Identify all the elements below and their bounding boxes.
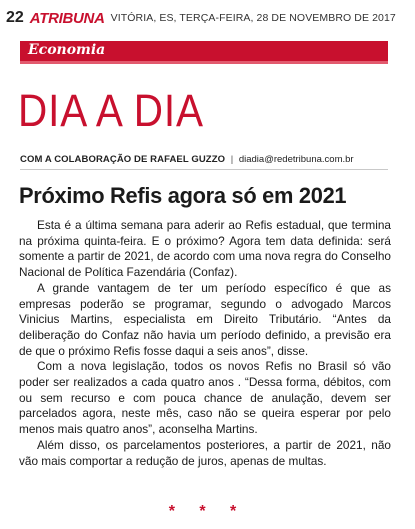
column-credit xyxy=(20,154,354,165)
credit-byline: COM A COLABORAÇÃO DE RAFAEL GUZZO xyxy=(20,154,226,165)
paragraph: Com a nova legislação, todos os novos Refis no Brasil só vão poder ser realizados a cada quatro anos . “Dessa forma, débitos, com ou sem recurso e com pouca chance de anulação, devem ser parcelados agora, neste mês, caso não se queira esperar por pelo menos mais quatro anos”, aconselha Martins. xyxy=(19,359,391,437)
credit-separator: | xyxy=(230,154,234,165)
paragraph: A grande vantagem de ter um período específico é que as empresas poderão se programar, segundo o advogado Marcos Vinicius Martins, especialista em Direito Tributário. “Antes da deliberação do Confaz não havia um período definido, a previsão era de que o próximo Refis fosse daqui a seis anos”, disse. xyxy=(19,280,391,358)
column-title: DIA A DIA xyxy=(18,85,204,136)
contact-email: diadia@redetribuna.com.br xyxy=(238,154,354,165)
section-label: Economia xyxy=(28,42,106,58)
paragraph: Esta é a última semana para aderir ao Refis estadual, que termina na próxima quinta-feira. E o próximo? Agora tem data definida: será somente a partir de 2021, de acordo com uma nova regra do Conselho Nacional de Política Fazendária (Confaz). xyxy=(19,218,391,280)
end-mark: * * * xyxy=(168,503,247,520)
paragraph: Além disso, os parcelamentos posteriores, a partir de 2021, não vão mais comportar a redução de juros, apenas de multas. xyxy=(19,437,391,468)
dateline: VITÓRIA, ES, TERÇA-FEIRA, 28 DE NOVEMBRO DE 2017 xyxy=(110,12,396,24)
masthead xyxy=(6,8,406,28)
section-bar xyxy=(20,41,388,64)
divider xyxy=(20,169,388,170)
page-number: 22 xyxy=(6,9,24,26)
article-body xyxy=(19,218,391,469)
article-headline: Próximo Refis agora só em 2021 xyxy=(19,183,347,208)
brand-logo: ATRIBUNA xyxy=(29,9,105,27)
